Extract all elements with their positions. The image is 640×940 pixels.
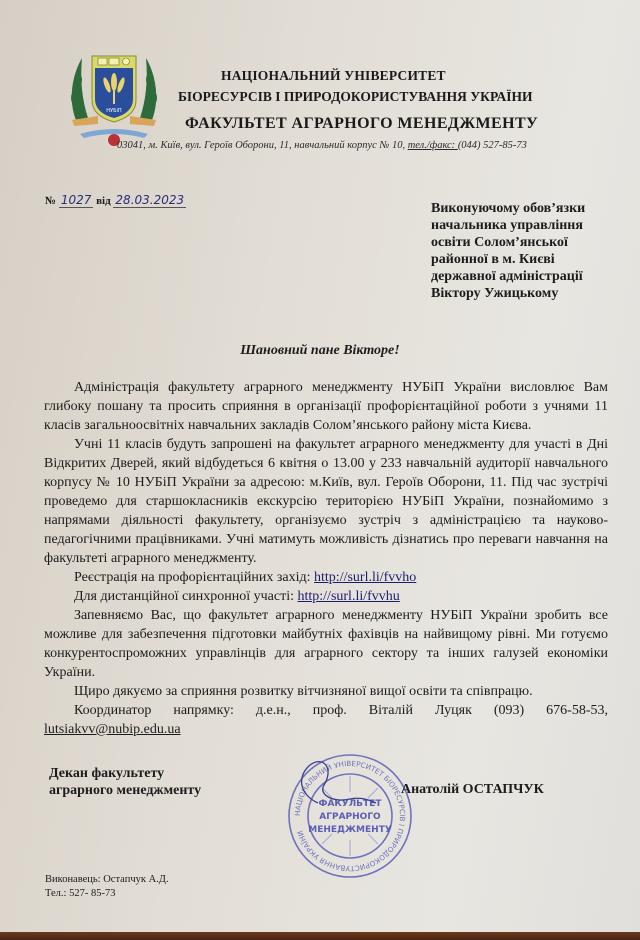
executor-phone: Тел.: 527- 85-73 [45, 888, 116, 899]
executor-info [45, 873, 169, 901]
signatory-title-line2: аграрного менеджменту [49, 783, 202, 798]
paragraph-assurance: Запевняємо Вас, що факультет аграрного менеджменту НУБіП України зробить все можливе для забезпечення підготовки майбутніх фахівців на найвищому рівні. Ми готуємо конкурентоспроможних управлінців для аграрного сектору та інших галузей економіки України. [44, 608, 608, 680]
signatory-title-line1: Декан факультету [49, 766, 165, 781]
recipient-line: Віктору Ужицькому [431, 286, 559, 301]
address-text: 03041, м. Київ, вул. Героїв Оборони, 11, навчальний корпус № 10, [117, 140, 408, 151]
recipient-line: районної в м. Києві [431, 252, 555, 267]
signatory-title [49, 765, 201, 799]
recipient-line: державної адміністрації [431, 269, 583, 284]
coordinator-text: Координатор напрямку: д.е.н., проф. Віталій Луцяк (093) 676-58-53, [74, 703, 608, 718]
registration-line [45, 193, 186, 207]
stamp-ring-text: НАЦІОНАЛЬНИЙ УНІВЕРСИТЕТ БІОРЕСУРСІВ І ПРИРОДОКОРИСТУВАННЯ УКРАЇНИ [292, 758, 408, 874]
signatory-name: Анатолій ОСТАПЧУК [401, 782, 544, 797]
remote-paragraph [44, 587, 608, 606]
greeting: Шановний пане Вікторе! [240, 343, 400, 358]
recipient-line: Виконуючому обов’язки [431, 201, 586, 216]
handwritten-signature-icon [290, 755, 380, 825]
coordinator-email[interactable]: lutsiakvv@nubip.edu.ua [44, 722, 181, 737]
paragraph-thanks: Щиро дякуємо за сприяння розвитку вітчизняної вищої освіти та співпрацю. [74, 684, 533, 699]
recipient-line: освіти Солом’янської [431, 235, 568, 250]
registration-date: 28.03.2023 [115, 193, 185, 207]
phone-label: тел./факс: [407, 140, 458, 151]
recipient-line: начальника управління [431, 218, 583, 233]
remote-label: Для дистанційної синхронної участі: [74, 589, 298, 604]
stamp-center-line: МЕНЕДЖМЕНТУ [308, 825, 392, 835]
date-prefix: від [96, 195, 111, 207]
stamp-center-line: ФАКУЛЬТЕТ [318, 799, 382, 809]
stamp-center-line: АГРАРНОГО [319, 812, 381, 822]
university-name-line2: БІОРЕСУРСІВ І ПРИРОДОКОРИСТУВАННЯ УКРАЇНИ [178, 89, 533, 104]
registration-link[interactable]: http://surl.li/fvvho [314, 570, 417, 585]
remote-link[interactable]: http://surl.li/fvvhu [297, 589, 400, 604]
letterhead-address [117, 140, 527, 151]
university-name-line1: НАЦІОНАЛЬНИЙ УНІВЕРСИТЕТ [221, 68, 446, 83]
faculty-name: ФАКУЛЬТЕТ АГРАРНОГО МЕНЕДЖМЕНТУ [185, 115, 539, 132]
paragraph-open-day: Учні 11 класів будуть запрошені на факультет аграрного менеджменту для участі в Дні Відкритих Дверей, який відбудеться 6 квітня о 13.00 у 233 навчальній аудиторії навчального корпусу № 10 НУБіП України за адресою: м.Київ, вул. Героїв Оборони, 11. Під час зустрічі проведемо для старшокласників екскурсію територією НУБіП України, познайомимо з напрямами діяльності факультету, організуємо зустріч з адміністрацією та науково-педагогічними працівниками. Учні матимуть можливість дізнатись про переваги навчання на факультеті аграрного менеджменту. [44, 437, 608, 566]
executor-name: Виконавець: Остапчук А.Д. [45, 874, 169, 885]
recipient-block [431, 200, 585, 302]
table-surface [0, 932, 640, 940]
phone-number: (044) 527-85-73 [457, 140, 527, 151]
logo-text: НУБіП [106, 108, 122, 114]
registration-number: 1027 [60, 193, 92, 207]
university-coat-of-arms-icon [68, 50, 160, 150]
coordinator-paragraph [44, 701, 608, 739]
number-prefix: № [45, 195, 57, 207]
letter-body [44, 372, 608, 739]
registration-label: Реєстрація на профорієнтаційних захід: [74, 570, 315, 585]
registration-paragraph [44, 568, 608, 587]
paragraph-intro: Адміністрація факультету аграрного менеджменту НУБіП України висловлює Вам глибоку пошану та просить сприяння в організації профорієнтаційної роботи з учнями 11 класів загальноосвітніх навчальних закладів Солом’янського району міста Києва. [44, 380, 608, 433]
